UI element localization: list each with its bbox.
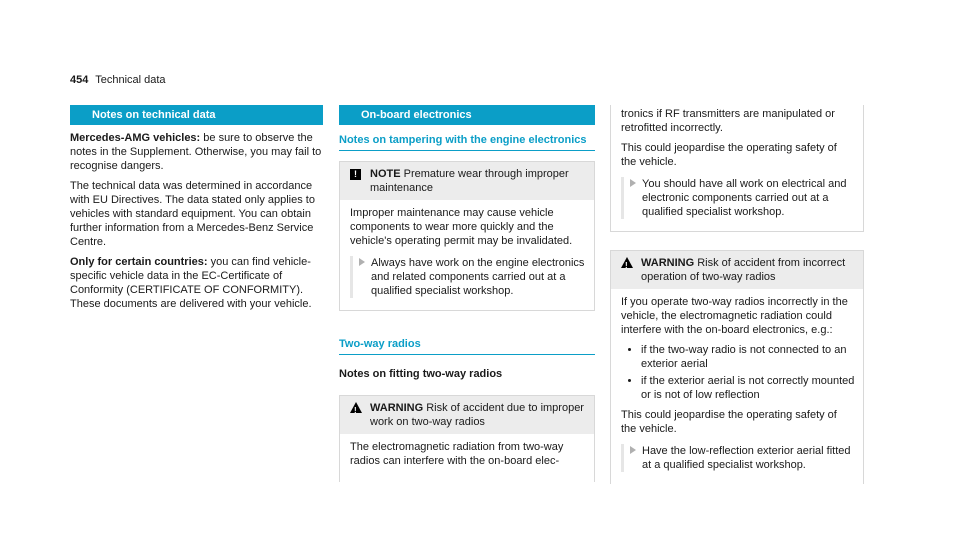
on-board-electronics-heading: On-board electronics <box>339 105 595 125</box>
warning-title: Risk of accident due to improper work on two-way radios <box>370 402 584 428</box>
arrow-right-icon <box>359 258 365 266</box>
note-instruction-text: Always have work on the engine electronics and related components carried out at a qualified specialist workshop. <box>371 257 585 297</box>
note-title: Premature wear through improper maintenance <box>370 168 569 194</box>
note-box-header <box>340 162 594 200</box>
warning-body: The electromagnetic radiation from two-way radios can interfere with the on-board elec- <box>350 441 564 467</box>
warning-paragraph-2: This could jeopardise the operating safety of the vehicle. <box>621 409 837 435</box>
countries-text: you can find vehicle-specific vehicle data in the EC-Certificate of Conformity (CERTIFICATE OF CONFORMITY). These documents are delivered with your vehicle. <box>70 256 312 310</box>
warning-box-1-continued <box>610 105 864 232</box>
warning-box-1-body <box>340 434 594 482</box>
column-1 <box>70 105 323 317</box>
note-instruction <box>350 256 586 298</box>
countries-paragraph <box>70 255 323 311</box>
two-way-radios-heading: Two-way radios <box>339 337 595 355</box>
warning-box-2-header <box>611 251 863 289</box>
warning-box-1 <box>339 395 595 482</box>
countries-label: Only for certain countries: <box>70 256 208 268</box>
warning-box-2 <box>610 250 864 484</box>
amg-paragraph <box>70 131 323 173</box>
arrow-right-icon <box>630 446 636 454</box>
list-item: • if the two-way radio is not connected to an exterior aerial <box>641 343 855 371</box>
notes-technical-data-heading: Notes on technical data <box>70 105 323 125</box>
section-title: Technical data <box>95 74 166 86</box>
note-body: Improper maintenance may cause vehicle components to wear more quickly and the vehicle's operating permit may be invalidated. <box>350 207 573 247</box>
warning-box-1-header <box>340 396 594 434</box>
continued-text-1: tronics if RF transmitters are manipulated or retrofitted incorrectly. <box>621 108 835 134</box>
warning-box-2-body <box>611 289 863 484</box>
note-icon: ! <box>350 169 361 180</box>
warning-icon <box>621 257 633 268</box>
column-3 <box>610 105 864 484</box>
eu-directives-paragraph: The technical data was determined in accordance with EU Directives. The data stated only applies to vehicles with standard equipment. You can obtain further information from a Mercedes-Benz Service Centre. <box>70 180 315 248</box>
warning-label: WARNING <box>370 402 424 414</box>
column-2 <box>339 105 595 482</box>
note-label: NOTE <box>370 168 401 180</box>
list-item: • if the exterior aerial is not correctly mounted or is not of low reflection <box>641 374 855 402</box>
amg-text: be sure to observe the notes in the Supplement. Otherwise, you may fail to recognise dangers. <box>70 132 322 172</box>
warning-label: WARNING <box>641 257 695 269</box>
amg-label: Mercedes-AMG vehicles: <box>70 132 201 144</box>
note-box <box>339 161 595 311</box>
tampering-subheading: Notes on tampering with the engine electronics <box>339 133 595 151</box>
warning-title: Risk of accident from incorrect operation of two-way radios <box>641 257 846 283</box>
page-number: 454 <box>70 74 89 86</box>
warning-instruction <box>621 444 855 472</box>
continued-text-2: This could jeopardise the operating safety of the vehicle. <box>621 142 837 168</box>
continued-instruction <box>621 177 855 219</box>
arrow-right-icon <box>630 179 636 187</box>
note-box-body <box>340 200 594 310</box>
warning-instruction-text: Have the low-reflection exterior aerial fitted at a qualified specialist workshop. <box>642 445 851 471</box>
continued-instruction-text: You should have all work on electrical and electronic components carried out at a qualified specialist workshop. <box>642 178 847 218</box>
warning-paragraph-1: If you operate two-way radios incorrectly in the vehicle, the electromagnetic radiation could interfere with the on-board electronics, e.g.: <box>621 296 848 336</box>
fitting-radios-subheading: Notes on fitting two-way radios <box>339 368 503 380</box>
warning-list <box>621 343 855 402</box>
warning-icon <box>350 402 362 413</box>
page-header <box>70 74 166 86</box>
